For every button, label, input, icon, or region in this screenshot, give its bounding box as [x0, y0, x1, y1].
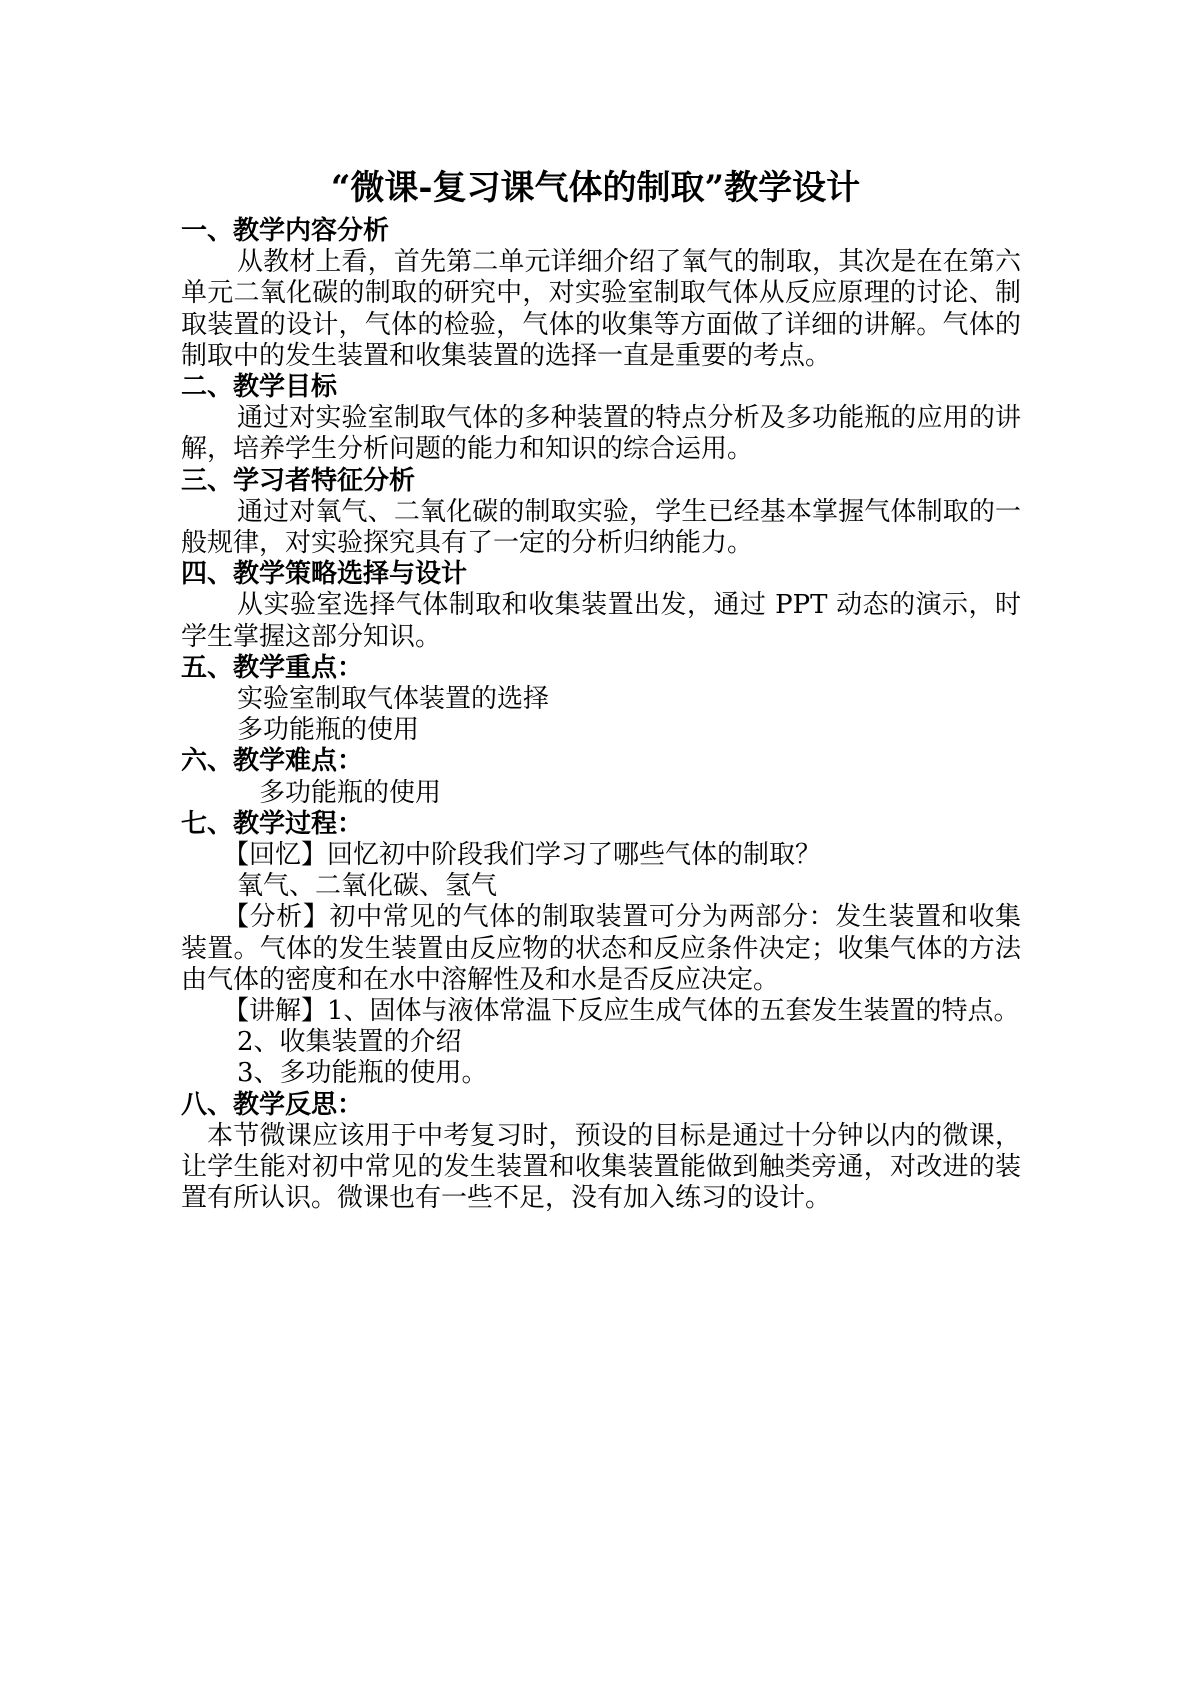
section-heading: 二、教学目标	[181, 372, 338, 403]
section-paragraph: 通过对氧气、二氧化碳的制取实验，学生已经基本掌握气体制取的一般规律，对实验探究具有了一定的分析归纳能力。	[181, 496, 1021, 559]
section-heading: 三、学习者特征分析	[181, 465, 416, 496]
list-item: 多功能瓶的使用	[259, 777, 442, 808]
lecture-item: 2、收集装置的介绍	[237, 1027, 462, 1058]
section-paragraph: 本节微课应该用于中考复习时，预设的目标是通过十分钟以内的微课，让学生能对初中常见的发生装置和收集装置能做到触类旁通，对改进的装置有所认识。微课也有一些不足，没有加入练习的设计。	[181, 1120, 1021, 1214]
section-paragraph: 从教材上看，首先第二单元详细介绍了氧气的制取，其次是在在第六单元二氧化碳的制取的研究中，对实验室制取气体从反应原理的讨论、制取装置的设计，气体的检验，气体的收集等方面做了详细的讲解。气体的制取中的发生装置和收集装置的选择一直是重要的考点。	[181, 247, 1021, 371]
section-paragraph: 从实验室选择气体制取和收集装置出发，通过 PPT 动态的演示，时学生掌握这部分知识。	[181, 590, 1021, 652]
lecture-item: 3、多功能瓶的使用。	[237, 1058, 488, 1089]
list-item: 多功能瓶的使用	[237, 715, 420, 746]
list-item: 实验室制取气体装置的选择	[237, 684, 550, 715]
document-body	[181, 216, 1021, 1215]
section-paragraph: 通过对实验室制取气体的多种装置的特点分析及多功能瓶的应用的讲解，培养学生分析问题的能力和知识的综合运用。	[181, 403, 1021, 465]
section-heading: 四、教学策略选择与设计	[181, 559, 468, 590]
analysis-paragraph: 【分析】初中常见的气体的制取装置可分为两部分：发生装置和收集装置。气体的发生装置由反应物的状态和反应条件决定；收集气体的方法由气体的密度和在水中溶解性及和水是否反应决定。	[181, 902, 1021, 995]
document-title: “微课-复习课气体的制取”教学设计	[330, 168, 861, 208]
section-heading: 七、教学过程：	[181, 808, 364, 839]
lecture-paragraph: 【讲解】1、固体与液体常温下反应生成气体的五套发生装置的特点。	[223, 996, 1020, 1027]
section-heading: 五、教学重点：	[181, 652, 364, 683]
section-heading: 八、教学反思：	[181, 1089, 364, 1120]
recall-line: 【回忆】回忆初中阶段我们学习了哪些气体的制取？	[223, 840, 822, 871]
section-heading: 六、教学难点：	[181, 746, 364, 777]
recall-answer: 氧气、二氧化碳、氢气	[237, 871, 498, 902]
section-heading: 一、教学内容分析	[181, 216, 390, 246]
